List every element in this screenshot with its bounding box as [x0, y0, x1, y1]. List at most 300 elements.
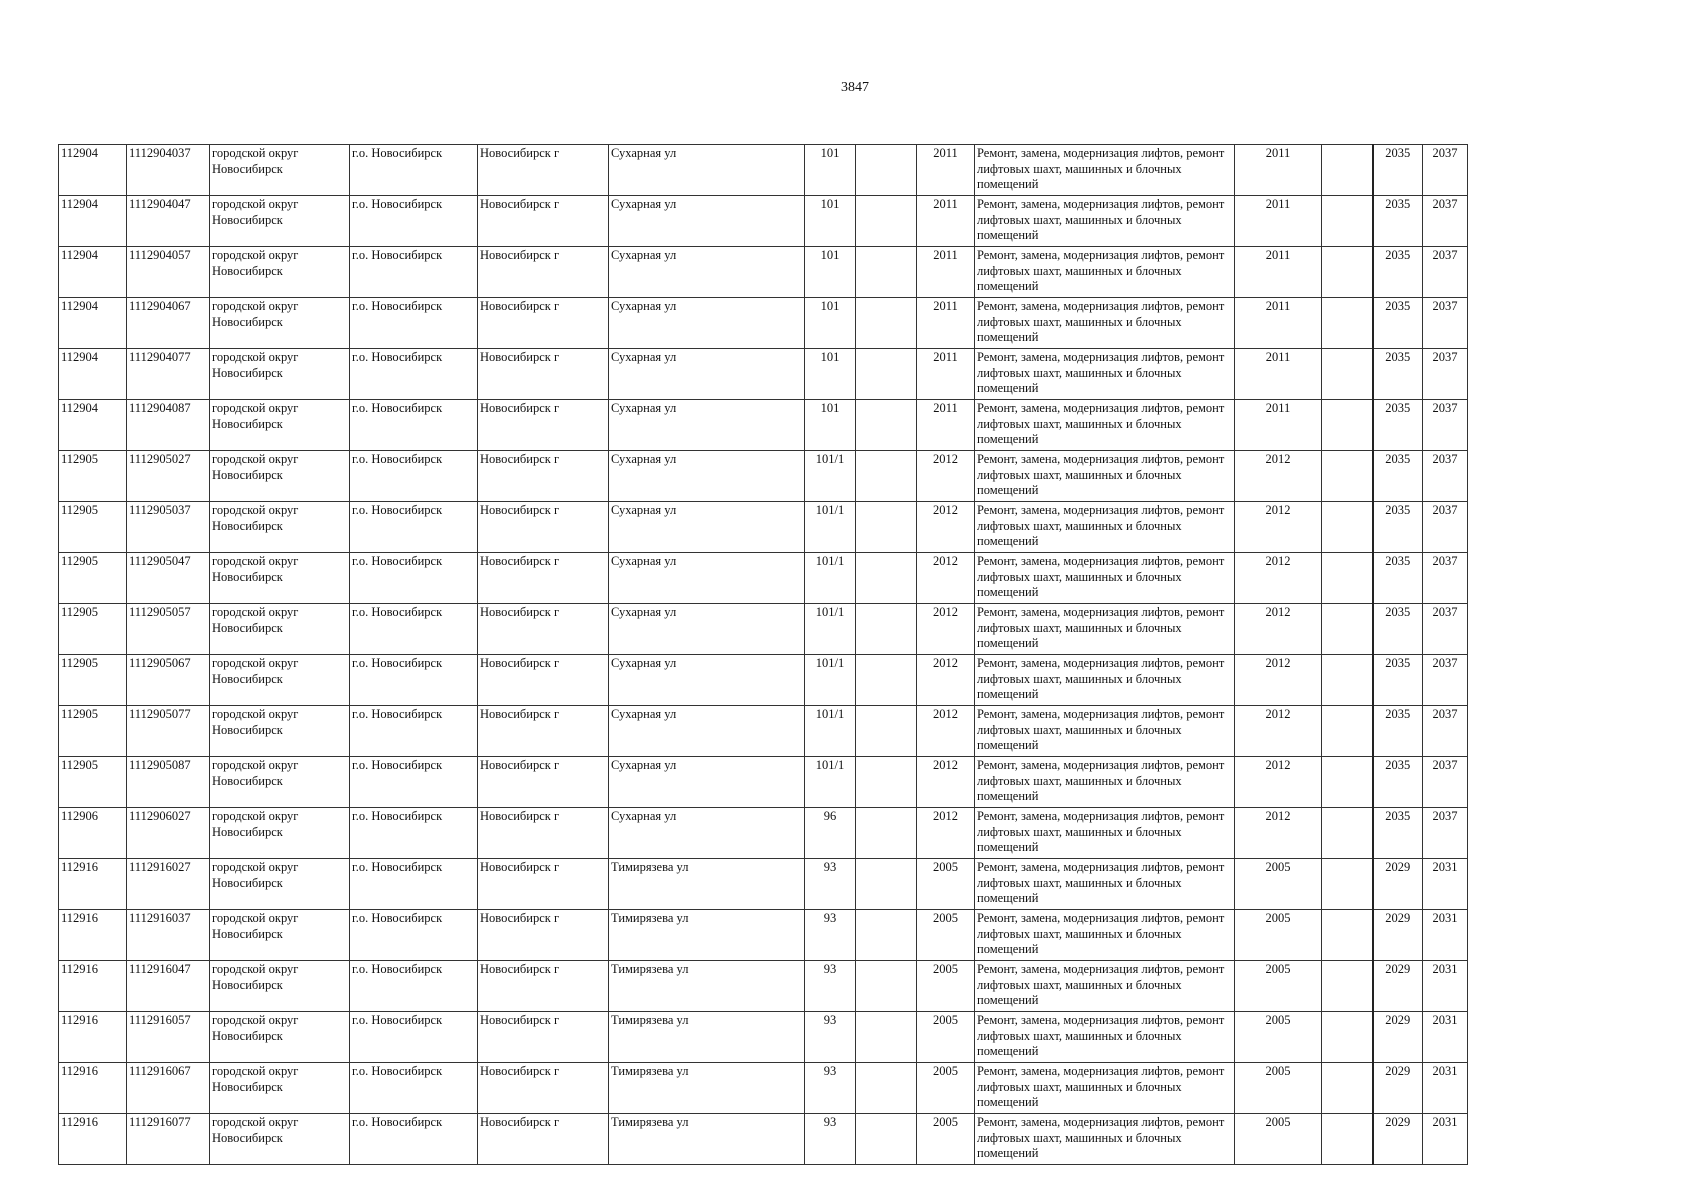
municipality-cell: городской округ Новосибирск	[210, 298, 350, 349]
building-cell	[856, 400, 917, 451]
district-cell: г.о. Новосибирск	[350, 145, 478, 196]
locality-cell: Новосибирск г	[478, 859, 609, 910]
element-code-cell: 1112904037	[127, 145, 210, 196]
district-cell: г.о. Новосибирск	[350, 502, 478, 553]
planned-start-cell: 2035	[1373, 604, 1423, 655]
work-type-cell: Ремонт, замена, модернизация лифтов, ремонт лифтовых шахт, машинных и блочных помещений	[975, 1114, 1235, 1165]
work-type-cell: Ремонт, замена, модернизация лифтов, ремонт лифтовых шахт, машинных и блочных помещений	[975, 859, 1235, 910]
municipality-cell: городской округ Новосибирск	[210, 1114, 350, 1165]
planned-end-cell: 2031	[1423, 1114, 1468, 1165]
building-cell	[856, 451, 917, 502]
house-number-cell: 101	[805, 400, 856, 451]
table-row	[59, 298, 1468, 349]
municipality-cell: городской округ Новосибирск	[210, 196, 350, 247]
extra-cell	[1322, 196, 1373, 247]
building-cell	[856, 655, 917, 706]
planned-start-cell: 2035	[1373, 706, 1423, 757]
table-row	[59, 655, 1468, 706]
planned-end-cell: 2037	[1423, 502, 1468, 553]
building-cell	[856, 298, 917, 349]
house-number-cell: 101/1	[805, 502, 856, 553]
extra-cell	[1322, 400, 1373, 451]
object-code-cell: 112916	[59, 1114, 127, 1165]
house-number-cell: 93	[805, 961, 856, 1012]
extra-cell	[1322, 859, 1373, 910]
building-cell	[856, 859, 917, 910]
extra-cell	[1322, 1012, 1373, 1063]
planned-start-cell: 2035	[1373, 655, 1423, 706]
planned-end-cell: 2037	[1423, 757, 1468, 808]
building-cell	[856, 145, 917, 196]
planned-start-cell: 2035	[1373, 808, 1423, 859]
object-code-cell: 112916	[59, 1012, 127, 1063]
street-cell: Сухарная ул	[609, 349, 805, 400]
district-cell: г.о. Новосибирск	[350, 706, 478, 757]
planned-start-cell: 2029	[1373, 859, 1423, 910]
built-year-cell: 2005	[917, 1063, 975, 1114]
element-code-cell: 1112916047	[127, 961, 210, 1012]
planned-end-cell: 2031	[1423, 859, 1468, 910]
locality-cell: Новосибирск г	[478, 1063, 609, 1114]
district-cell: г.о. Новосибирск	[350, 1063, 478, 1114]
table-row	[59, 706, 1468, 757]
object-code-cell: 112904	[59, 400, 127, 451]
element-code-cell: 1112905037	[127, 502, 210, 553]
last-repair-year-cell: 2011	[1235, 349, 1322, 400]
object-code-cell: 112905	[59, 757, 127, 808]
locality-cell: Новосибирск г	[478, 298, 609, 349]
building-cell	[856, 961, 917, 1012]
locality-cell: Новосибирск г	[478, 961, 609, 1012]
planned-start-cell: 2035	[1373, 502, 1423, 553]
last-repair-year-cell: 2011	[1235, 298, 1322, 349]
built-year-cell: 2011	[917, 400, 975, 451]
object-code-cell: 112905	[59, 706, 127, 757]
object-code-cell: 112916	[59, 961, 127, 1012]
district-cell: г.о. Новосибирск	[350, 451, 478, 502]
planned-end-cell: 2037	[1423, 196, 1468, 247]
object-code-cell: 112904	[59, 298, 127, 349]
table-row	[59, 502, 1468, 553]
street-cell: Сухарная ул	[609, 553, 805, 604]
table-row	[59, 400, 1468, 451]
district-cell: г.о. Новосибирск	[350, 349, 478, 400]
extra-cell	[1322, 1114, 1373, 1165]
street-cell: Сухарная ул	[609, 706, 805, 757]
extra-cell	[1322, 808, 1373, 859]
municipality-cell: городской округ Новосибирск	[210, 247, 350, 298]
last-repair-year-cell: 2005	[1235, 910, 1322, 961]
street-cell: Сухарная ул	[609, 247, 805, 298]
object-code-cell: 112916	[59, 910, 127, 961]
element-code-cell: 1112916067	[127, 1063, 210, 1114]
built-year-cell: 2012	[917, 451, 975, 502]
municipality-cell: городской округ Новосибирск	[210, 451, 350, 502]
built-year-cell: 2005	[917, 859, 975, 910]
building-cell	[856, 349, 917, 400]
work-type-cell: Ремонт, замена, модернизация лифтов, ремонт лифтовых шахт, машинных и блочных помещений	[975, 1012, 1235, 1063]
locality-cell: Новосибирск г	[478, 451, 609, 502]
extra-cell	[1322, 451, 1373, 502]
planned-start-cell: 2035	[1373, 196, 1423, 247]
planned-end-cell: 2037	[1423, 400, 1468, 451]
object-code-cell: 112904	[59, 145, 127, 196]
built-year-cell: 2005	[917, 910, 975, 961]
house-number-cell: 101/1	[805, 706, 856, 757]
extra-cell	[1322, 910, 1373, 961]
object-code-cell: 112904	[59, 349, 127, 400]
element-code-cell: 1112905067	[127, 655, 210, 706]
last-repair-year-cell: 2011	[1235, 247, 1322, 298]
work-type-cell: Ремонт, замена, модернизация лифтов, ремонт лифтовых шахт, машинных и блочных помещений	[975, 757, 1235, 808]
table-row	[59, 451, 1468, 502]
work-type-cell: Ремонт, замена, модернизация лифтов, ремонт лифтовых шахт, машинных и блочных помещений	[975, 298, 1235, 349]
extra-cell	[1322, 553, 1373, 604]
building-cell	[856, 1114, 917, 1165]
house-number-cell: 93	[805, 859, 856, 910]
municipality-cell: городской округ Новосибирск	[210, 145, 350, 196]
element-code-cell: 1112905057	[127, 604, 210, 655]
municipality-cell: городской округ Новосибирск	[210, 961, 350, 1012]
element-code-cell: 1112904057	[127, 247, 210, 298]
element-code-cell: 1112904067	[127, 298, 210, 349]
street-cell: Сухарная ул	[609, 400, 805, 451]
planned-start-cell: 2029	[1373, 961, 1423, 1012]
building-cell	[856, 604, 917, 655]
built-year-cell: 2012	[917, 808, 975, 859]
house-number-cell: 101	[805, 349, 856, 400]
element-code-cell: 1112916057	[127, 1012, 210, 1063]
house-number-cell: 101/1	[805, 553, 856, 604]
municipality-cell: городской округ Новосибирск	[210, 349, 350, 400]
planned-start-cell: 2035	[1373, 298, 1423, 349]
last-repair-year-cell: 2012	[1235, 808, 1322, 859]
last-repair-year-cell: 2012	[1235, 502, 1322, 553]
planned-start-cell: 2035	[1373, 757, 1423, 808]
street-cell: Тимирязева ул	[609, 1012, 805, 1063]
page-number: 3847	[841, 80, 869, 95]
registry-body	[59, 145, 1468, 1165]
object-code-cell: 112906	[59, 808, 127, 859]
built-year-cell: 2005	[917, 1012, 975, 1063]
table-row	[59, 757, 1468, 808]
work-type-cell: Ремонт, замена, модернизация лифтов, ремонт лифтовых шахт, машинных и блочных помещений	[975, 1063, 1235, 1114]
house-number-cell: 93	[805, 1063, 856, 1114]
district-cell: г.о. Новосибирск	[350, 859, 478, 910]
element-code-cell: 1112905077	[127, 706, 210, 757]
last-repair-year-cell: 2005	[1235, 859, 1322, 910]
building-cell	[856, 1012, 917, 1063]
street-cell: Сухарная ул	[609, 145, 805, 196]
house-number-cell: 93	[805, 1114, 856, 1165]
table-row	[59, 1063, 1468, 1114]
building-cell	[856, 910, 917, 961]
locality-cell: Новосибирск г	[478, 145, 609, 196]
last-repair-year-cell: 2012	[1235, 706, 1322, 757]
locality-cell: Новосибирск г	[478, 349, 609, 400]
element-code-cell: 1112916077	[127, 1114, 210, 1165]
object-code-cell: 112904	[59, 247, 127, 298]
built-year-cell: 2012	[917, 553, 975, 604]
last-repair-year-cell: 2011	[1235, 145, 1322, 196]
work-type-cell: Ремонт, замена, модернизация лифтов, ремонт лифтовых шахт, машинных и блочных помещений	[975, 145, 1235, 196]
locality-cell: Новосибирск г	[478, 400, 609, 451]
municipality-cell: городской округ Новосибирск	[210, 1063, 350, 1114]
locality-cell: Новосибирск г	[478, 706, 609, 757]
last-repair-year-cell: 2005	[1235, 1012, 1322, 1063]
house-number-cell: 101/1	[805, 655, 856, 706]
last-repair-year-cell: 2011	[1235, 196, 1322, 247]
building-cell	[856, 553, 917, 604]
work-type-cell: Ремонт, замена, модернизация лифтов, ремонт лифтовых шахт, машинных и блочных помещений	[975, 808, 1235, 859]
work-type-cell: Ремонт, замена, модернизация лифтов, ремонт лифтовых шахт, машинных и блочных помещений	[975, 961, 1235, 1012]
locality-cell: Новосибирск г	[478, 553, 609, 604]
extra-cell	[1322, 1063, 1373, 1114]
element-code-cell: 1112906027	[127, 808, 210, 859]
last-repair-year-cell: 2012	[1235, 451, 1322, 502]
planned-start-cell: 2035	[1373, 553, 1423, 604]
planned-end-cell: 2037	[1423, 655, 1468, 706]
work-type-cell: Ремонт, замена, модернизация лифтов, ремонт лифтовых шахт, машинных и блочных помещений	[975, 706, 1235, 757]
object-code-cell: 112916	[59, 1063, 127, 1114]
built-year-cell: 2012	[917, 502, 975, 553]
work-type-cell: Ремонт, замена, модернизация лифтов, ремонт лифтовых шахт, машинных и блочных помещений	[975, 502, 1235, 553]
street-cell: Тимирязева ул	[609, 1114, 805, 1165]
element-code-cell: 1112916037	[127, 910, 210, 961]
district-cell: г.о. Новосибирск	[350, 400, 478, 451]
work-type-cell: Ремонт, замена, модернизация лифтов, ремонт лифтовых шахт, машинных и блочных помещений	[975, 349, 1235, 400]
built-year-cell: 2005	[917, 961, 975, 1012]
table-row	[59, 961, 1468, 1012]
street-cell: Тимирязева ул	[609, 859, 805, 910]
planned-end-cell: 2037	[1423, 451, 1468, 502]
district-cell: г.о. Новосибирск	[350, 808, 478, 859]
district-cell: г.о. Новосибирск	[350, 961, 478, 1012]
work-type-cell: Ремонт, замена, модернизация лифтов, ремонт лифтовых шахт, машинных и блочных помещений	[975, 910, 1235, 961]
building-cell	[856, 706, 917, 757]
last-repair-year-cell: 2005	[1235, 961, 1322, 1012]
work-type-cell: Ремонт, замена, модернизация лифтов, ремонт лифтовых шахт, машинных и блочных помещений	[975, 451, 1235, 502]
planned-start-cell: 2035	[1373, 400, 1423, 451]
street-cell: Сухарная ул	[609, 655, 805, 706]
last-repair-year-cell: 2012	[1235, 655, 1322, 706]
street-cell: Сухарная ул	[609, 757, 805, 808]
municipality-cell: городской округ Новосибирск	[210, 655, 350, 706]
built-year-cell: 2012	[917, 655, 975, 706]
planned-end-cell: 2031	[1423, 1012, 1468, 1063]
planned-end-cell: 2031	[1423, 961, 1468, 1012]
locality-cell: Новосибирск г	[478, 655, 609, 706]
built-year-cell: 2005	[917, 1114, 975, 1165]
municipality-cell: городской округ Новосибирск	[210, 859, 350, 910]
street-cell: Сухарная ул	[609, 502, 805, 553]
extra-cell	[1322, 604, 1373, 655]
planned-end-cell: 2037	[1423, 298, 1468, 349]
table-row	[59, 349, 1468, 400]
street-cell: Сухарная ул	[609, 451, 805, 502]
table-row	[59, 604, 1468, 655]
planned-end-cell: 2031	[1423, 1063, 1468, 1114]
house-number-cell: 101	[805, 247, 856, 298]
district-cell: г.о. Новосибирск	[350, 247, 478, 298]
built-year-cell: 2011	[917, 247, 975, 298]
planned-end-cell: 2037	[1423, 349, 1468, 400]
house-number-cell: 101/1	[805, 604, 856, 655]
element-code-cell: 1112916027	[127, 859, 210, 910]
object-code-cell: 112916	[59, 859, 127, 910]
last-repair-year-cell: 2012	[1235, 604, 1322, 655]
work-type-cell: Ремонт, замена, модернизация лифтов, ремонт лифтовых шахт, машинных и блочных помещений	[975, 196, 1235, 247]
work-type-cell: Ремонт, замена, модернизация лифтов, ремонт лифтовых шахт, машинных и блочных помещений	[975, 553, 1235, 604]
street-cell: Тимирязева ул	[609, 910, 805, 961]
municipality-cell: городской округ Новосибирск	[210, 400, 350, 451]
municipality-cell: городской округ Новосибирск	[210, 604, 350, 655]
locality-cell: Новосибирск г	[478, 757, 609, 808]
planned-start-cell: 2029	[1373, 1114, 1423, 1165]
element-code-cell: 1112905027	[127, 451, 210, 502]
table-row	[59, 910, 1468, 961]
work-type-cell: Ремонт, замена, модернизация лифтов, ремонт лифтовых шахт, машинных и блочных помещений	[975, 400, 1235, 451]
table-row	[59, 1114, 1468, 1165]
street-cell: Тимирязева ул	[609, 1063, 805, 1114]
district-cell: г.о. Новосибирск	[350, 604, 478, 655]
district-cell: г.о. Новосибирск	[350, 757, 478, 808]
house-number-cell: 93	[805, 910, 856, 961]
table-row	[59, 196, 1468, 247]
building-cell	[856, 502, 917, 553]
planned-start-cell: 2035	[1373, 349, 1423, 400]
house-number-cell: 101/1	[805, 757, 856, 808]
street-cell: Сухарная ул	[609, 808, 805, 859]
street-cell: Сухарная ул	[609, 196, 805, 247]
municipality-cell: городской округ Новосибирск	[210, 1012, 350, 1063]
planned-start-cell: 2029	[1373, 910, 1423, 961]
extra-cell	[1322, 247, 1373, 298]
last-repair-year-cell: 2005	[1235, 1063, 1322, 1114]
table-row	[59, 247, 1468, 298]
locality-cell: Новосибирск г	[478, 910, 609, 961]
table-row	[59, 859, 1468, 910]
house-number-cell: 101	[805, 298, 856, 349]
registry-table	[58, 144, 1468, 1165]
building-cell	[856, 757, 917, 808]
street-cell: Сухарная ул	[609, 604, 805, 655]
municipality-cell: городской округ Новосибирск	[210, 910, 350, 961]
element-code-cell: 1112904047	[127, 196, 210, 247]
object-code-cell: 112905	[59, 604, 127, 655]
street-cell: Тимирязева ул	[609, 961, 805, 1012]
last-repair-year-cell: 2011	[1235, 400, 1322, 451]
municipality-cell: городской округ Новосибирск	[210, 757, 350, 808]
planned-start-cell: 2035	[1373, 247, 1423, 298]
element-code-cell: 1112905087	[127, 757, 210, 808]
last-repair-year-cell: 2012	[1235, 553, 1322, 604]
object-code-cell: 112905	[59, 553, 127, 604]
extra-cell	[1322, 145, 1373, 196]
building-cell	[856, 1063, 917, 1114]
locality-cell: Новосибирск г	[478, 502, 609, 553]
last-repair-year-cell: 2005	[1235, 1114, 1322, 1165]
table-row	[59, 553, 1468, 604]
district-cell: г.о. Новосибирск	[350, 1114, 478, 1165]
street-cell: Сухарная ул	[609, 298, 805, 349]
built-year-cell: 2012	[917, 706, 975, 757]
extra-cell	[1322, 961, 1373, 1012]
element-code-cell: 1112905047	[127, 553, 210, 604]
building-cell	[856, 196, 917, 247]
planned-end-cell: 2037	[1423, 604, 1468, 655]
house-number-cell: 101	[805, 196, 856, 247]
table-row	[59, 145, 1468, 196]
last-repair-year-cell: 2012	[1235, 757, 1322, 808]
planned-start-cell: 2029	[1373, 1012, 1423, 1063]
table-row	[59, 1012, 1468, 1063]
extra-cell	[1322, 349, 1373, 400]
planned-start-cell: 2035	[1373, 145, 1423, 196]
element-code-cell: 1112904087	[127, 400, 210, 451]
extra-cell	[1322, 706, 1373, 757]
extra-cell	[1322, 502, 1373, 553]
object-code-cell: 112905	[59, 451, 127, 502]
object-code-cell: 112905	[59, 502, 127, 553]
built-year-cell: 2012	[917, 604, 975, 655]
planned-end-cell: 2037	[1423, 145, 1468, 196]
planned-start-cell: 2035	[1373, 451, 1423, 502]
building-cell	[856, 808, 917, 859]
municipality-cell: городской округ Новосибирск	[210, 553, 350, 604]
planned-start-cell: 2029	[1373, 1063, 1423, 1114]
house-number-cell: 96	[805, 808, 856, 859]
district-cell: г.о. Новосибирск	[350, 298, 478, 349]
district-cell: г.о. Новосибирск	[350, 910, 478, 961]
object-code-cell: 112905	[59, 655, 127, 706]
municipality-cell: городской округ Новосибирск	[210, 706, 350, 757]
locality-cell: Новосибирск г	[478, 1012, 609, 1063]
house-number-cell: 101/1	[805, 451, 856, 502]
locality-cell: Новосибирск г	[478, 196, 609, 247]
built-year-cell: 2011	[917, 298, 975, 349]
planned-end-cell: 2037	[1423, 247, 1468, 298]
district-cell: г.о. Новосибирск	[350, 553, 478, 604]
work-type-cell: Ремонт, замена, модернизация лифтов, ремонт лифтовых шахт, машинных и блочных помещений	[975, 604, 1235, 655]
planned-end-cell: 2037	[1423, 553, 1468, 604]
district-cell: г.о. Новосибирск	[350, 1012, 478, 1063]
extra-cell	[1322, 757, 1373, 808]
built-year-cell: 2011	[917, 349, 975, 400]
planned-end-cell: 2037	[1423, 808, 1468, 859]
locality-cell: Новосибирск г	[478, 1114, 609, 1165]
element-code-cell: 1112904077	[127, 349, 210, 400]
planned-end-cell: 2031	[1423, 910, 1468, 961]
house-number-cell: 93	[805, 1012, 856, 1063]
locality-cell: Новосибирск г	[478, 247, 609, 298]
locality-cell: Новосибирск г	[478, 604, 609, 655]
municipality-cell: городской округ Новосибирск	[210, 808, 350, 859]
house-number-cell: 101	[805, 145, 856, 196]
built-year-cell: 2011	[917, 145, 975, 196]
work-type-cell: Ремонт, замена, модернизация лифтов, ремонт лифтовых шахт, машинных и блочных помещений	[975, 655, 1235, 706]
planned-end-cell: 2037	[1423, 706, 1468, 757]
district-cell: г.о. Новосибирск	[350, 655, 478, 706]
table-row	[59, 808, 1468, 859]
built-year-cell: 2011	[917, 196, 975, 247]
built-year-cell: 2012	[917, 757, 975, 808]
district-cell: г.о. Новосибирск	[350, 196, 478, 247]
work-type-cell: Ремонт, замена, модернизация лифтов, ремонт лифтовых шахт, машинных и блочных помещений	[975, 247, 1235, 298]
building-cell	[856, 247, 917, 298]
extra-cell	[1322, 655, 1373, 706]
extra-cell	[1322, 298, 1373, 349]
